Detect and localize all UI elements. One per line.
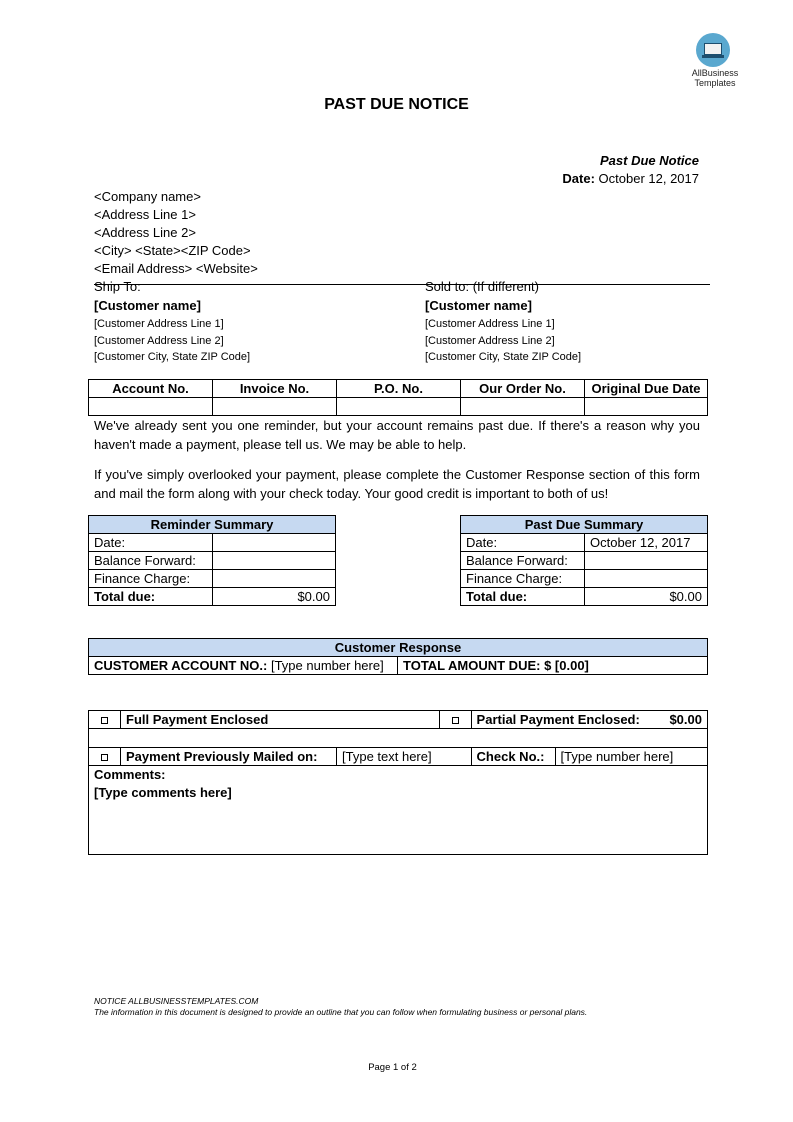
customer-account-label: CUSTOMER ACCOUNT NO.:: [94, 658, 268, 673]
sold-to-line1: [Customer Address Line 1]: [425, 318, 555, 330]
full-payment-label: Full Payment Enclosed: [121, 711, 440, 729]
order-no-cell[interactable]: [461, 398, 585, 416]
reminder-total-value: $0.00: [213, 588, 336, 606]
reminder-date-label: Date:: [89, 534, 213, 552]
past-due-finance-value[interactable]: [585, 570, 708, 588]
comments-cell[interactable]: [89, 766, 708, 855]
ship-to-block: [94, 279, 250, 366]
ship-to-name: [Customer name]: [94, 298, 201, 313]
po-no-header: P.O. No.: [337, 380, 461, 398]
sender-address: [94, 188, 258, 278]
past-due-finance-label: Finance Charge:: [461, 570, 585, 588]
logo-line2: Templates: [694, 78, 736, 88]
partial-payment-checkbox[interactable]: [452, 717, 459, 724]
reminder-date-value[interactable]: [213, 534, 336, 552]
due-date-cell[interactable]: [585, 398, 708, 416]
payment-table: [88, 710, 708, 855]
account-no-cell[interactable]: [89, 398, 213, 416]
past-due-date-label: Date:: [461, 534, 585, 552]
ship-to-line1: [Customer Address Line 1]: [94, 318, 224, 330]
reminder-total-label: Total due:: [89, 588, 213, 606]
reminder-balance-value[interactable]: [213, 552, 336, 570]
reminder-finance-label: Finance Charge:: [89, 570, 213, 588]
ship-to-label: Ship To:: [94, 279, 141, 294]
sold-to-name: [Customer name]: [425, 298, 532, 313]
date-line: [562, 171, 699, 186]
sender-company: <Company name>: [94, 189, 201, 204]
past-due-total-value: $0.00: [585, 588, 708, 606]
partial-payment-label: Partial Payment Enclosed:: [476, 712, 640, 727]
logo-text: [681, 68, 749, 88]
comments-value[interactable]: [Type comments here]: [94, 785, 232, 800]
reminder-summary-table: [88, 515, 336, 606]
payment-spacer-row: [89, 729, 708, 748]
page-number: Page 1 of 2: [368, 1062, 417, 1073]
paragraph-2: If you've simply overlooked your payment, please complete the Customer Response section of this form and mail the form along with your check today. Your good credit is important to both of us!: [94, 467, 700, 501]
customer-response-table: [88, 638, 708, 675]
ship-to-line2: [Customer Address Line 2]: [94, 334, 224, 347]
order-no-header: Our Order No.: [461, 380, 585, 398]
past-due-balance-value[interactable]: [585, 552, 708, 570]
sold-to-block: [425, 279, 581, 366]
footer-line1: NOTICE ALLBUSINESSTEMPLATES.COM: [94, 996, 259, 1006]
customer-account-cell[interactable]: [89, 657, 398, 675]
sold-to-line2: [Customer Address Line 2]: [425, 334, 555, 347]
account-table: [88, 379, 708, 416]
footer-line2: The information in this document is designed to provide an outline that you can follow when formulating business or personal plans.: [94, 1007, 588, 1017]
full-payment-checkbox[interactable]: [101, 717, 108, 724]
customer-account-value[interactable]: [Type number here]: [270, 658, 384, 673]
past-due-balance-label: Balance Forward:: [461, 552, 585, 570]
prev-payment-checkbox[interactable]: [101, 754, 108, 761]
partial-payment-cell: [471, 711, 707, 729]
prev-payment-label: Payment Previously Mailed on:: [121, 748, 337, 766]
past-due-total-label: Total due:: [461, 588, 585, 606]
full-payment-checkbox-cell[interactable]: [89, 711, 121, 729]
sender-email: <Email Address> <Website>: [94, 261, 258, 276]
prev-payment-checkbox-cell[interactable]: [89, 748, 121, 766]
date-value: October 12, 2017: [598, 171, 699, 186]
past-due-summary-table: [460, 515, 708, 606]
customer-response-title: Customer Response: [89, 639, 708, 657]
prev-payment-value[interactable]: [Type text here]: [337, 748, 472, 766]
invoice-no-cell[interactable]: [213, 398, 337, 416]
logo-line1: AllBusiness: [691, 68, 739, 78]
reminder-summary-title: Reminder Summary: [89, 516, 336, 534]
past-due-date-value: October 12, 2017: [585, 534, 708, 552]
total-amount-cell[interactable]: [398, 657, 708, 675]
total-amount-label: TOTAL AMOUNT DUE: $: [403, 658, 552, 673]
account-no-header: Account No.: [89, 380, 213, 398]
sold-to-label: Sold to: (If different): [425, 279, 539, 294]
sold-to-city: [Customer City, State ZIP Code]: [425, 351, 582, 363]
ship-to-city: [Customer City, State ZIP Code]: [94, 351, 251, 363]
comments-label: Comments:: [94, 767, 166, 782]
logo-icon: [696, 33, 730, 67]
reminder-finance-value[interactable]: [213, 570, 336, 588]
due-date-header: Original Due Date: [585, 380, 708, 398]
past-due-summary-title: Past Due Summary: [461, 516, 708, 534]
po-no-cell[interactable]: [337, 398, 461, 416]
check-no-value[interactable]: [Type number here]: [555, 748, 707, 766]
paragraph-1: We've already sent you one reminder, but your account remains past due. If there's a reason why you haven't made a payment, please tell us. We may be able to help.: [94, 418, 700, 452]
page-title: PAST DUE NOTICE: [324, 96, 469, 113]
sender-city: <City> <State><ZIP Code>: [94, 243, 251, 258]
date-label: Date:: [562, 171, 595, 186]
check-no-label: Check No.:: [471, 748, 555, 766]
partial-payment-checkbox-cell[interactable]: [439, 711, 471, 729]
invoice-no-header: Invoice No.: [213, 380, 337, 398]
partial-payment-value[interactable]: $0.00: [669, 712, 702, 727]
total-amount-value[interactable]: [0.00]: [554, 658, 589, 673]
notice-label: Past Due Notice: [600, 153, 699, 168]
reminder-balance-label: Balance Forward:: [89, 552, 213, 570]
sender-address1: <Address Line 1>: [94, 207, 196, 222]
sender-address2: <Address Line 2>: [94, 225, 196, 240]
